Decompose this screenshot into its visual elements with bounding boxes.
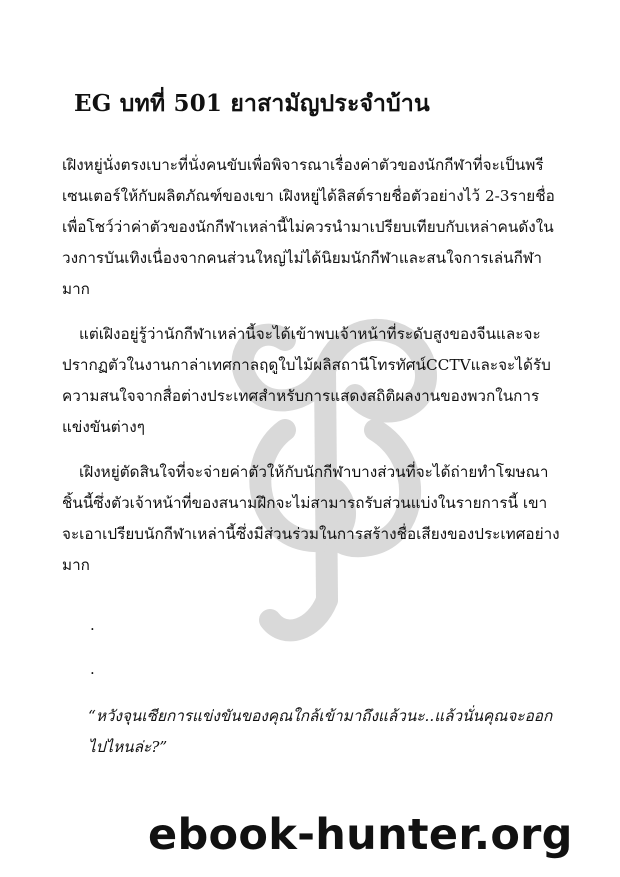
separator-dot-1: .	[90, 616, 95, 634]
chapter-title: EG บทที่ 501 ยาสามัญประจำบ้าน	[74, 90, 430, 117]
paragraph-3: เฝิงหยู่ตัดสินใจที่จะจ่ายค่าตัวให้กับนักกีฬาบางส่วนที่จะได้ถ่ายทำโฆษณาชิ้นนี้ซึ่งตัวเจ้าหน้าที่ของสนามฝึกจะไม่สามารถรับส่วนแบ่งในรายการนี้ เขาจะเอาเปรียบนักกีฬาเหล่านี้ซึ่งมีส่วนร่วมในการสร้างชื่อเสียงของประเทศอย่างมาก	[62, 463, 560, 574]
dialogue-quote: “หวังจุนเซียการแข่งขันของคุณใกล้เข้ามาถึงแล้วนะ..แล้วนั่นคุณจะออกไปไหนล่ะ?”	[88, 707, 553, 756]
site-watermark: ebook-hunter.org	[148, 810, 573, 860]
separator-dot-2: .	[90, 660, 95, 678]
paragraph-1: เฝิงหยู่นั่งตรงเบาะที่นั่งคนขับเพื่อพิจารณาเรื่องค่าตัวของนักกีฬาที่จะเป็นพรีเซนเตอร์ให้กับผลิตภัณฑ์ของเขา เฝิงหยู่ได้ลิสต์รายชื่อตัวอย่างไว้ 2-3รายชื่อเพื่อโชว์ว่าค่าตัวของนักกีฬาเหล่านี้ไม่ควรนำมาเปรียบเทียบกับเหล่าคนดังในวงการบันเทิงเนื่องจากคนส่วนใหญ่ไม่ได้นิยมนักกีฬาและสนใจการเล่นกีฬามาก	[62, 156, 555, 298]
paragraph-2: แต่เฝิงอยู่รู้ว่านักกีฬาเหล่านี้จะได้เข้าพบเจ้าหน้าที่ระดับสูงของจีนและจะปรากฏตัวในงานกาล่าเทศกาลฤดูใบไม้ผลิสถานีโทรทัศน์CCTVและจะได้รับความสนใจจากสื่อต่างประเทศสำหรับการแสดงสถิติผลงานของพวกในการแข่งขันต่างๆ	[62, 325, 551, 436]
document-page	[62, 88, 562, 763]
